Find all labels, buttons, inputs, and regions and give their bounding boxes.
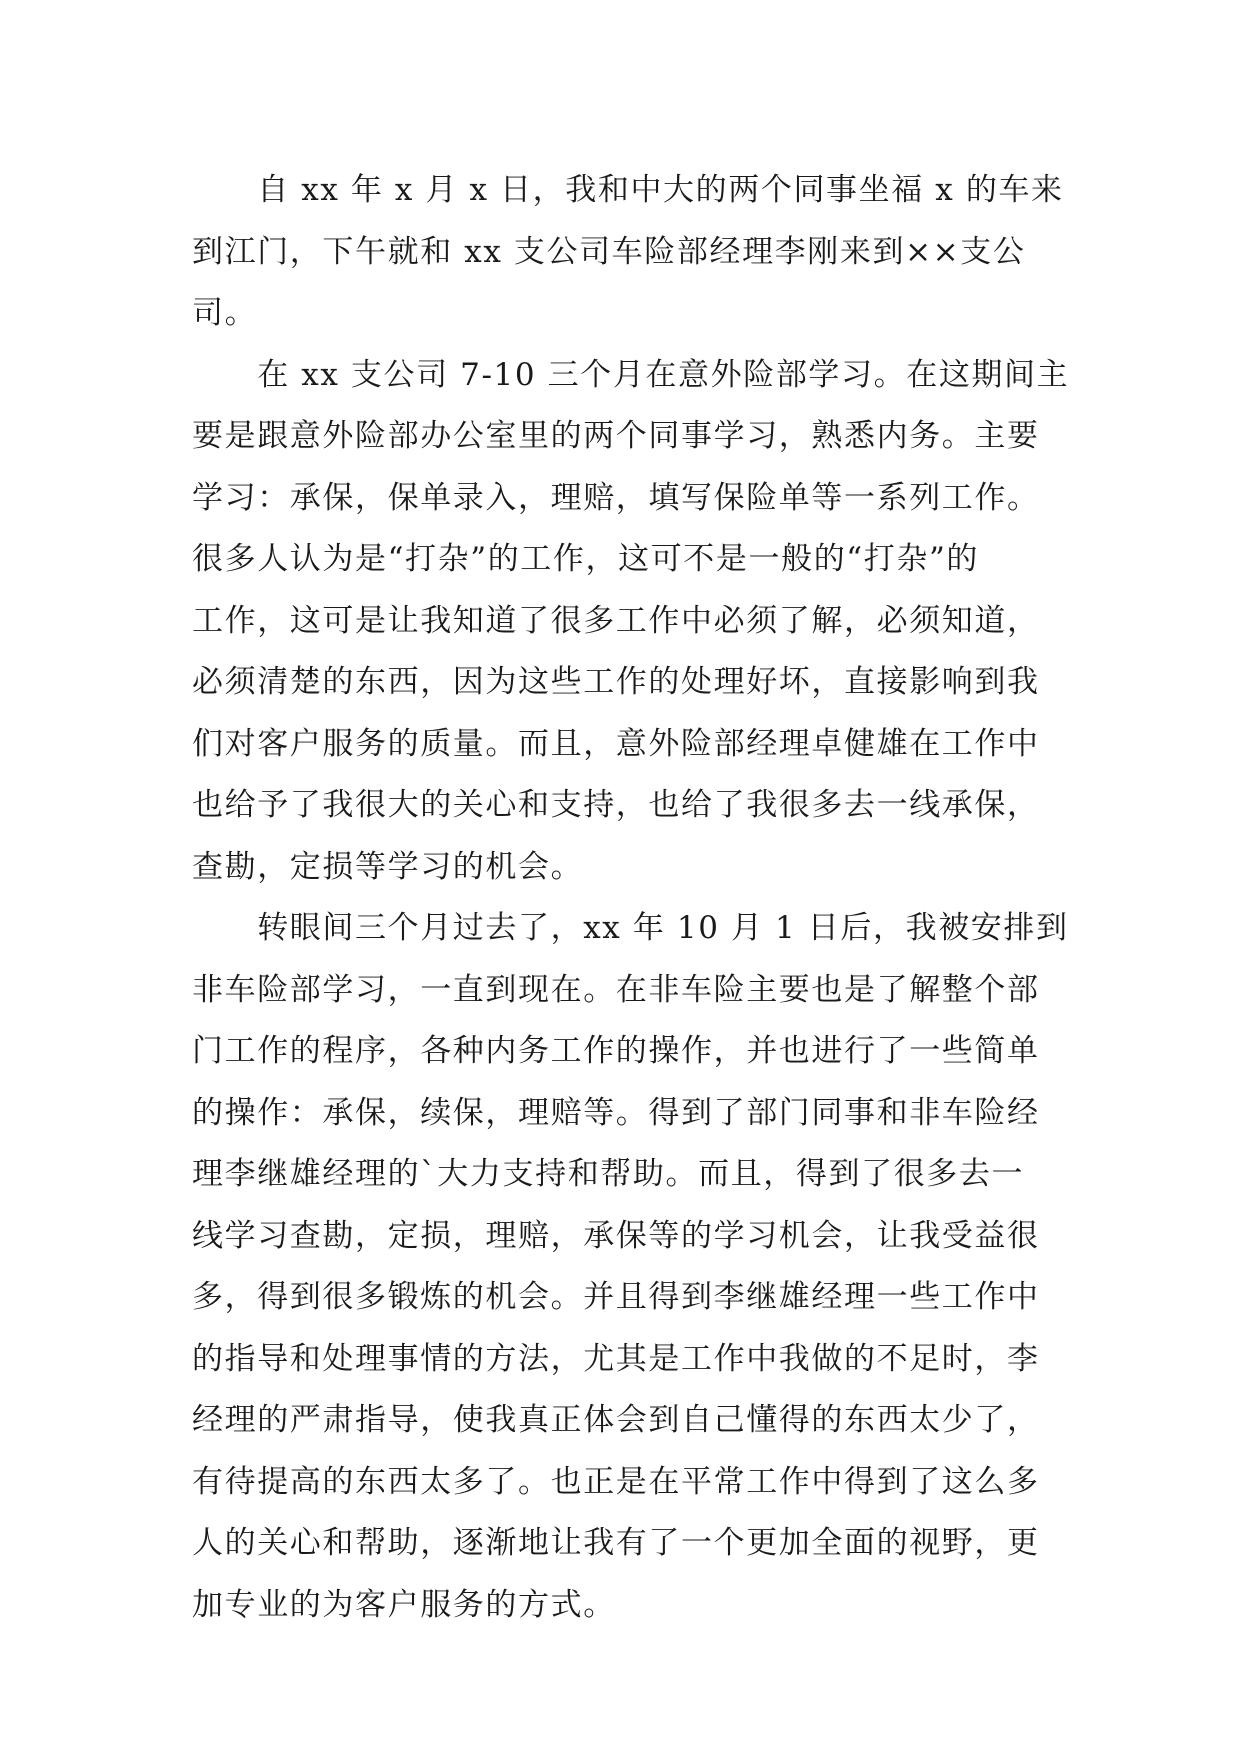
text-line: 线学习查勘，定损，理赔，承保等的学习机会，让我受益很 — [192, 1217, 1040, 1254]
text-line: 司。 — [192, 295, 258, 331]
text-line: 学习：承保，保单录入，理赔，填写保险单等一系列工作。 — [192, 479, 1040, 516]
text-line: 有待提高的东西太多了。也正是在平常工作中得到了这么多 — [192, 1463, 1040, 1500]
text-line: 在 xx 支公司 7-10 三个月在意外险部学习。在这期间主 — [192, 356, 1070, 393]
text-line: 必须清楚的东西，因为这些工作的处理好坏，直接影响到我 — [192, 664, 1040, 700]
text-line: 人的关心和帮助，逐渐地让我有了一个更加全面的视野，更 — [192, 1525, 1040, 1561]
text-line: 到江门，下午就和 xx 支公司车险部经理李刚来到××支公 — [192, 233, 1026, 270]
text-line: 也给予了我很大的关心和支持，也给了我很多去一线承保， — [192, 787, 1040, 823]
text-line: 的操作：承保，续保，理赔等。得到了部门同事和非车险经 — [192, 1094, 1040, 1131]
text-line: 们对客户服务的质量。而且，意外险部经理卓健雄在工作中 — [192, 725, 1040, 762]
paragraph-1 — [192, 160, 1062, 345]
text-line: 非车险部学习，一直到现在。在非车险主要也是了解整个部 — [192, 971, 1040, 1008]
text-line: 很多人认为是“打杂”的工作，这可不是一般的“打杂”的 — [192, 541, 979, 577]
text-line: 门工作的程序，各种内务工作的操作，并也进行了一些简单 — [192, 1033, 1040, 1069]
paragraph-2 — [192, 345, 1070, 899]
text-line: 的指导和处理事情的方法，尤其是工作中我做的不足时，李 — [192, 1340, 1040, 1377]
text-line: 加专业的为客户服务的方式。 — [192, 1586, 616, 1623]
text-line: 工作，这可是让我知道了很多工作中必须了解，必须知道， — [192, 602, 1040, 639]
text-line: 查勘，定损等学习的机会。 — [192, 848, 584, 885]
text-line: 理李继雄经理的`大力支持和帮助。而且，得到了很多去一 — [192, 1156, 1025, 1192]
text-line: 要是跟意外险部办公室里的两个同事学习，熟悉内务。主要 — [192, 418, 1040, 454]
text-line: 转眼间三个月过去了，xx 年 10 月 1 日后，我被安排到 — [192, 910, 1069, 946]
paragraph-3 — [192, 898, 1069, 1636]
text-line: 经理的严肃指导，使我真正体会到自己懂得的东西太少了， — [192, 1402, 1040, 1438]
text-line: 多，得到很多锻炼的机会。并且得到李继雄经理一些工作中 — [192, 1279, 1040, 1315]
document-body — [192, 160, 1070, 1636]
text-line: 自 xx 年 x 月 x 日，我和中大的两个同事坐福 x 的车来 — [192, 172, 1064, 208]
